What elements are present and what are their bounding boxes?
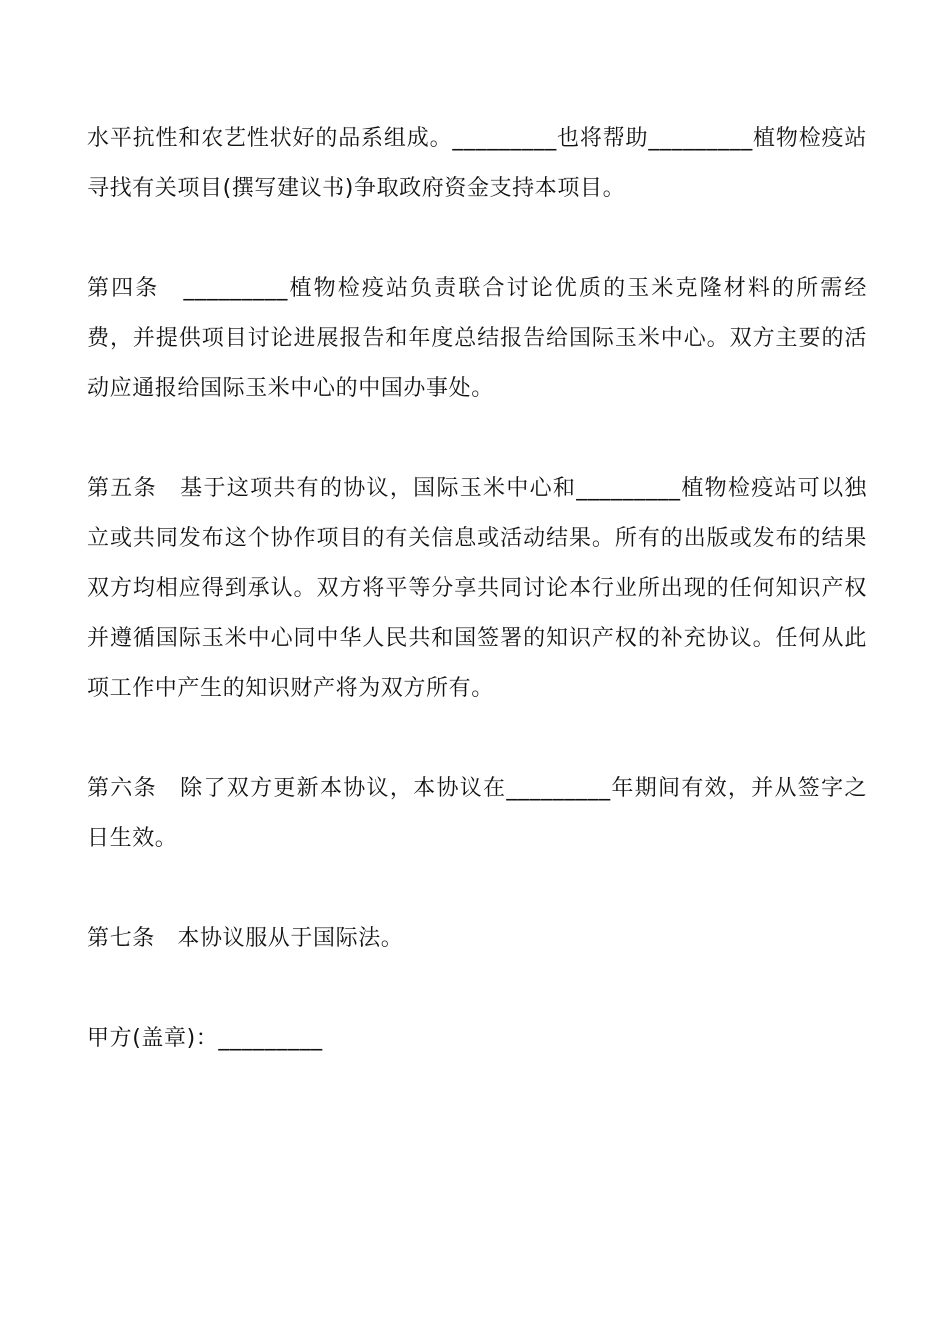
paragraph-article-6: 第六条 除了双方更新本协议，本协议在_________年期间有效，并从签字之日生效。: [87, 776, 867, 851]
paragraph-article-4: 第四条 _________植物检疫站负责联合讨论优质的玉米克隆材料的所需经费，并提供项目讨论进展报告和年度总结报告给国际玉米中心。双方主要的活动应通报给国际玉米中心的中国办事处。: [87, 276, 867, 401]
paragraph-continuation: 水平抗性和农艺性状好的品系组成。_________也将帮助_________植物检疫站寻找有关项目(撰写建议书)争取政府资金支持本项目。: [87, 126, 867, 201]
paragraph-spacer: [87, 414, 867, 464]
paragraph-spacer: [87, 964, 867, 1014]
paragraph-spacer: [87, 864, 867, 914]
paragraph-spacer: [87, 214, 867, 264]
paragraph-article-7: 第七条 本协议服从于国际法。: [87, 926, 404, 951]
document-body: [87, 114, 867, 1064]
paragraph-article-5: 第五条 基于这项共有的协议，国际玉米中心和_________植物检疫站可以独立或共同发布这个协作项目的有关信息或活动结果。所有的出版或发布的结果双方均相应得到承认。双方将平等分享共同讨论本行业所出现的任何知识产权并遵循国际玉米中心同中华人民共和国签署的知识产权的补充协议。任何从此项工作中产生的知识财产将为双方所有。: [87, 476, 867, 701]
paragraph-spacer: [87, 714, 867, 764]
party-a-seal-line: 甲方(盖章)：_________: [87, 1026, 323, 1051]
